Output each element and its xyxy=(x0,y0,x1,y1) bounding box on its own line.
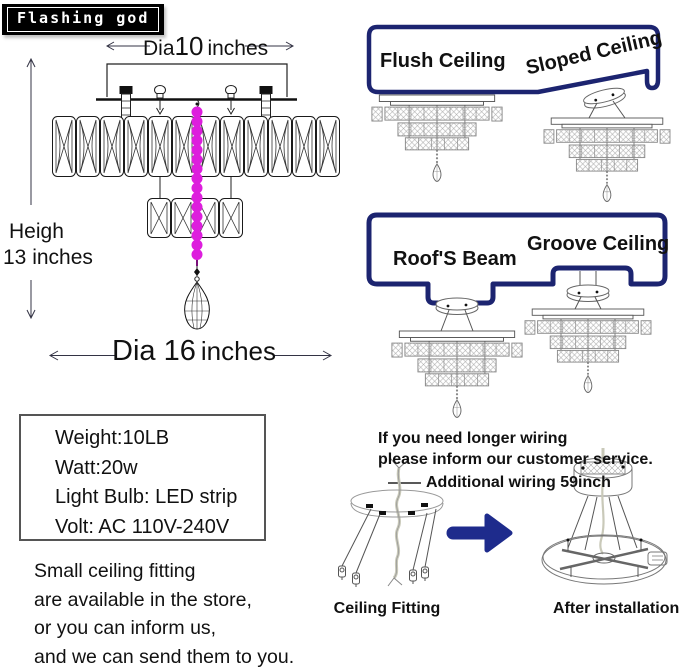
brand-logo-text: Flashing god xyxy=(17,9,150,27)
sloped-chandelier-drawing xyxy=(544,85,670,201)
label-groove-ceiling: Groove Ceiling xyxy=(527,233,670,255)
wiring-callout: Additional wiring 59inch xyxy=(426,474,611,491)
spec-weight: Weight:10LB xyxy=(55,427,170,449)
dim-height-line1: Heigh xyxy=(9,220,64,243)
beam-chandelier-drawing xyxy=(392,298,522,417)
dimension-top-diameter xyxy=(143,31,269,62)
dim-bottom-value: 16 xyxy=(163,335,196,367)
dim-top-unit: inches xyxy=(207,37,269,60)
dimension-height xyxy=(3,219,93,271)
groove-chandelier-drawing xyxy=(525,271,651,393)
caption-after-installation: After installation xyxy=(553,600,679,617)
dim-top-value: 10 xyxy=(174,31,204,61)
store-note-line: Small ceiling fitting xyxy=(34,560,196,582)
brand-logo-border xyxy=(7,7,159,32)
spec-volt: Volt: AC 110V-240V xyxy=(55,515,230,538)
dim-top-prefix: Dia xyxy=(143,37,175,60)
store-note-line: and we can send them to you. xyxy=(34,645,295,668)
main-chandelier-drawing xyxy=(27,42,340,360)
spec-bulb: Light Bulb: LED strip xyxy=(55,486,238,508)
spec-watt: Watt:20w xyxy=(55,456,138,479)
brand-logo xyxy=(2,4,164,35)
wiring-notice xyxy=(378,428,653,470)
label-sloped-ceiling: Sloped Ceiling xyxy=(523,26,665,80)
dim-height-line2: 13 inches xyxy=(3,246,93,269)
dim-bottom-prefix: Dia xyxy=(112,335,156,367)
store-note-line: are available in the store, xyxy=(34,588,252,611)
wiring-notice-line1: If you need longer wiring xyxy=(378,430,568,447)
caption-ceiling-fitting: Ceiling Fitting xyxy=(333,600,441,617)
arrow-icon xyxy=(453,516,510,550)
label-roofs-beam: Roof'S Beam xyxy=(393,248,517,270)
flush-chandelier-drawing xyxy=(372,95,502,181)
dimension-bottom-diameter xyxy=(108,335,280,368)
spec-box xyxy=(19,414,266,541)
label-flush-ceiling: Flush Ceiling xyxy=(380,50,506,72)
dim-bottom-unit: inches xyxy=(200,336,276,366)
store-note-line: or you can inform us, xyxy=(34,617,217,640)
wiring-notice-line2: please inform our customer service. xyxy=(378,451,653,468)
store-note xyxy=(34,557,294,671)
